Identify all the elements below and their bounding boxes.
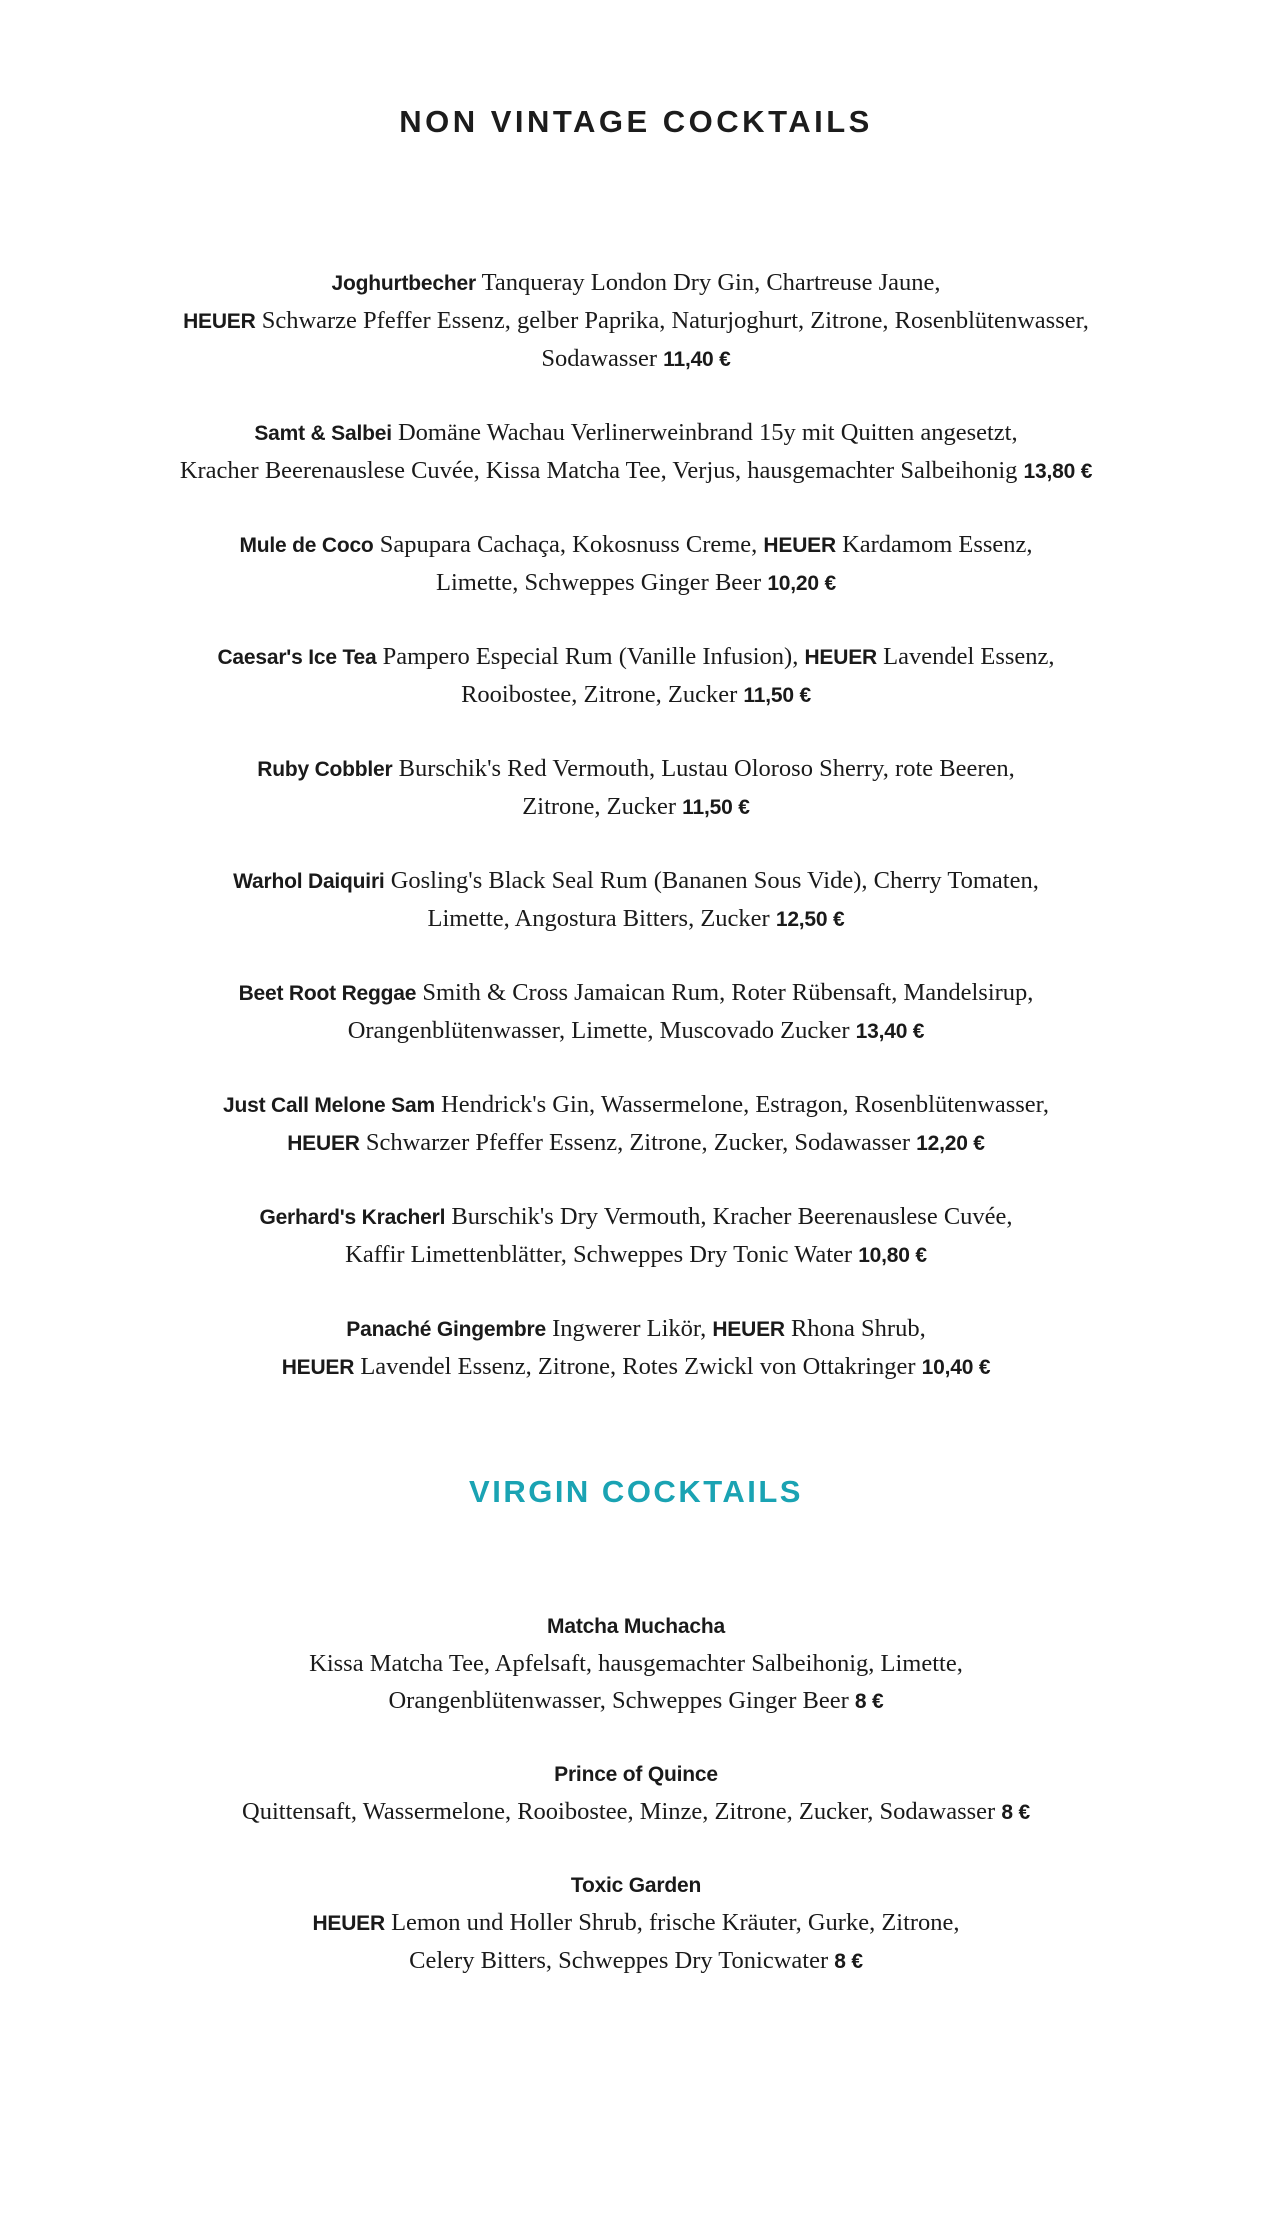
menu-item-caesars-ice-tea [0,638,1272,714]
item-line [0,788,1272,826]
item-description: Lavendel Essenz, Zitrone, Rotes Zwickl von Ottakringer [360,1353,916,1380]
item-price: 10,80 € [858,1244,927,1267]
item-line [0,1942,1272,1980]
item-description: Kardamom Essenz, [842,531,1033,558]
item-description: Limette, Schweppes Ginger Beer [436,569,762,596]
virgin-heading: VIRGIN COCKTAILS [469,1474,803,1509]
item-name: Caesar's Ice Tea [217,646,377,669]
item-line [0,1086,1272,1124]
brand-label: HEUER [281,1356,355,1379]
item-description: Rhona Shrub, [790,1315,926,1342]
virgin-list [0,1608,1272,2016]
item-description: Rooibostee, Zitrone, Zucker [461,681,738,708]
item-price: 13,40 € [855,1020,925,1043]
brand-label: HEUER [312,1912,385,1935]
item-description: Sapupara Cachaça, Kokosnuss Creme, [379,531,758,558]
item-price: 8 € [854,1690,884,1713]
item-line [0,900,1272,938]
item-description: Kracher Beerenauslese Cuvée, Kissa Matcha Tee, Verjus, hausgemachter Salbeihonig [179,457,1018,484]
item-line [0,526,1272,564]
item-line [0,1793,1272,1831]
item-price: 10,40 € [921,1356,991,1379]
item-description: Zitrone, Zucker [522,793,677,820]
menu-item-gerhards-kracherl [0,1198,1272,1274]
item-name: Just Call Melone Sam [223,1094,435,1117]
item-line [0,564,1272,602]
item-description: Orangenblütenwasser, Schweppes Ginger Beer [388,1687,849,1714]
item-price: 11,40 € [663,348,731,371]
item-line [0,638,1272,676]
item-price: 8 € [834,1950,863,1973]
item-description: Kaffir Limettenblätter, Schweppes Dry Tonic Water [345,1241,853,1268]
item-name: Mule de Coco [239,534,374,557]
item-description: Lavendel Essenz, [883,643,1055,670]
item-description: Smith & Cross Jamaican Rum, Roter Rübensaft, Mandelsirup, [422,979,1034,1006]
item-description: Burschik's Dry Vermouth, Kracher Beerenauslese Cuvée, [451,1203,1013,1230]
item-price: 13,80 € [1023,460,1093,483]
item-name: Joghurtbecher [331,272,476,295]
item-description: Schwarzer Pfeffer Essenz, Zitrone, Zucker, Sodawasser [365,1129,910,1156]
menu-item-toxic-garden [0,1867,1272,1980]
item-description: Sodawasser [541,345,658,372]
non-vintage-heading: NON VINTAGE COCKTAILS [399,104,873,139]
menu-item-beet-root-reggae [0,974,1272,1050]
menu-item-matcha-muchacha [0,1608,1272,1720]
brand-label: HEUER [804,646,877,669]
brand-label: HEUER [183,310,256,333]
item-description: Domäne Wachau Verlinerweinbrand 15y mit Quitten angesetzt, [397,419,1018,446]
item-line [0,340,1272,378]
item-line [0,1348,1272,1386]
item-line [0,414,1272,452]
item-name: Samt & Salbei [254,422,392,445]
item-name: Beet Root Reggae [238,982,417,1005]
item-price: 10,20 € [767,572,836,595]
item-line [0,1198,1272,1236]
item-name: Warhol Daiquiri [233,870,385,893]
item-description: Lemon und Holler Shrub, frische Kräuter, Gurke, Zitrone, [391,1909,960,1936]
item-name: Ruby Cobbler [257,758,393,781]
item-price: 11,50 € [682,796,750,819]
item-name: Matcha Muchacha [547,1615,725,1638]
item-price: 12,50 € [775,908,845,931]
item-line [0,302,1272,340]
item-line [0,750,1272,788]
menu-item-samt-salbei [0,414,1272,490]
item-description: Burschik's Red Vermouth, Lustau Oloroso Sherry, rote Beeren, [398,755,1015,782]
menu-item-joghurtbecher [0,264,1272,378]
item-name: Gerhard's Kracherl [259,1206,446,1229]
item-line [0,974,1272,1012]
item-line [0,1682,1272,1720]
item-description: Kissa Matcha Tee, Apfelsaft, hausgemachter Salbeihonig, Limette, [309,1650,963,1677]
item-line [0,1124,1272,1162]
item-description: Tanqueray London Dry Gin, Chartreuse Jaune, [481,269,941,296]
item-description: Ingwerer Likör, [552,1315,707,1342]
menu-item-just-call-melone-sam [0,1086,1272,1162]
item-description: Quittensaft, Wassermelone, Rooibostee, Minze, Zitrone, Zucker, Sodawasser [242,1798,996,1825]
item-price: 12,20 € [916,1132,985,1155]
item-line [0,264,1272,302]
item-name: Toxic Garden [570,1874,702,1897]
brand-label: HEUER [287,1132,360,1155]
non-vintage-list [0,264,1272,1422]
menu-item-panache-gingembre [0,1310,1272,1386]
brand-label: HEUER [712,1318,785,1341]
item-line [0,1310,1272,1348]
item-price: 8 € [1001,1801,1030,1824]
item-description: Gosling's Black Seal Rum (Bananen Sous Vide), Cherry Tomaten, [390,867,1039,894]
item-description: Limette, Angostura Bitters, Zucker [427,905,770,932]
item-name: Panaché Gingembre [346,1318,546,1341]
menu-item-ruby-cobbler [0,750,1272,826]
item-description: Schwarze Pfeffer Essenz, gelber Paprika, Naturjoghurt, Zitrone, Rosenblütenwasser, [261,307,1089,334]
item-description: Pampero Especial Rum (Vanille Infusion), [382,643,799,670]
menu-item-mule-de-coco [0,526,1272,602]
item-description: Celery Bitters, Schweppes Dry Tonicwater [409,1947,829,1974]
item-line [0,452,1272,490]
brand-label: HEUER [763,534,836,557]
item-price: 11,50 € [743,684,811,707]
item-description: Orangenblütenwasser, Limette, Muscovado Zucker [347,1017,850,1044]
menu-item-prince-of-quince [0,1756,1272,1831]
item-description: Hendrick's Gin, Wassermelone, Estragon, Rosenblütenwasser, [441,1091,1049,1118]
item-line [0,1645,1272,1682]
menu-item-warhol-daiquiri [0,862,1272,938]
item-name: Prince of Quince [554,1763,718,1786]
item-line [0,1236,1272,1274]
item-line [0,676,1272,714]
item-line [0,1012,1272,1050]
item-line [0,1904,1272,1942]
item-line [0,862,1272,900]
